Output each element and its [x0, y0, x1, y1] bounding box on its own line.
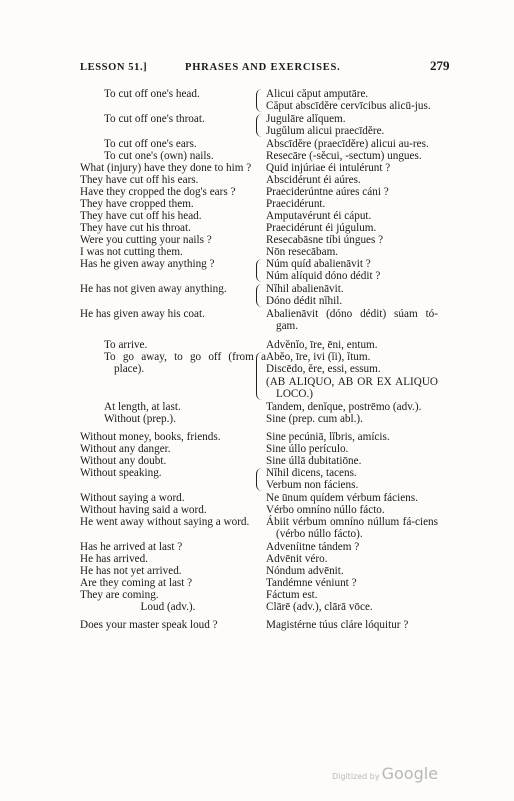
latin-line: Núm quíd abalienāvit ? — [266, 258, 371, 270]
english-phrase: He has not given away anything. — [80, 283, 227, 295]
latin-line: Resecāre (-sĕcui, -sectum) ungues. — [266, 150, 422, 162]
phrase-row — [0, 431, 514, 443]
english-phrase: Without having said a word. — [80, 504, 207, 516]
latin-translation — [266, 541, 438, 553]
latin-translation — [266, 150, 438, 162]
phrase-row — [0, 516, 514, 541]
latin-line: Quid injúriae éi intulérunt ? — [266, 162, 391, 174]
english-phrase: To arrive. — [104, 339, 148, 351]
latin-line: Sine pecúniā, lĭbris, amícis. — [266, 431, 390, 443]
page-title: PHRASES AND EXERCISES. — [185, 62, 341, 73]
latin-translation — [266, 258, 438, 283]
latin-translation — [266, 413, 438, 425]
latin-translation — [266, 431, 438, 443]
phrase-row — [0, 138, 514, 150]
phrase-row — [0, 619, 514, 631]
latin-translation — [266, 186, 438, 198]
latin-line: Abscidérunt éi aúres. — [266, 174, 361, 186]
latin-line: Abscīdĕre (praecīdĕre) alicui au-res. — [266, 138, 429, 150]
latin-line: Dóno dédit nĭhil. — [266, 295, 343, 308]
phrase-row — [0, 198, 514, 210]
phrase-row — [0, 351, 514, 401]
brace-mark — [256, 89, 265, 112]
digitized-watermark — [332, 764, 439, 783]
phrase-row — [0, 589, 514, 601]
english-phrase: They have cropped them. — [80, 198, 194, 210]
english-phrase: Without saying a word. — [80, 492, 185, 504]
latin-line: Tandem, denĭque, postrēmo (adv.). — [266, 401, 422, 413]
latin-line: Alicui căput amputāre. — [266, 88, 369, 100]
latin-line: Tandémne véniunt ? — [266, 577, 357, 589]
latin-translation — [266, 443, 438, 455]
latin-translation — [266, 162, 438, 174]
phrase-row — [0, 577, 514, 589]
latin-line: Clārē (adv.), clārā vōce. — [266, 601, 373, 613]
latin-translation — [266, 210, 438, 222]
english-phrase: To cut off one's head. — [104, 88, 200, 100]
english-phrase: He has not yet arrived. — [80, 565, 182, 577]
watermark-prefix: Digitized by — [332, 772, 380, 781]
english-phrase: I was not cutting them. — [80, 246, 183, 258]
latin-translation — [266, 339, 438, 351]
latin-line: Sine úllo perículo. — [266, 443, 349, 455]
latin-translation — [266, 308, 438, 333]
english-phrase: Have they cropped the dog's ears ? — [80, 186, 236, 198]
latin-translation — [266, 401, 438, 413]
english-phrase: Loud (adv.). — [140, 601, 196, 613]
latin-translation — [266, 589, 438, 601]
latin-line: Nĭhil abalienāvit. — [266, 283, 344, 295]
latin-line: Advĕnĭo, īre, ēni, entum. — [266, 339, 378, 351]
page-number: 279 — [430, 58, 450, 73]
phrase-row — [0, 308, 514, 333]
latin-line: Fáctum est. — [266, 589, 318, 601]
english-phrase: Has he arrived at last ? — [80, 541, 183, 553]
english-phrase: To cut one's (own) nails. — [104, 150, 214, 162]
phrase-row — [0, 186, 514, 198]
phrase-row — [0, 88, 514, 113]
phrase-row — [0, 492, 514, 504]
english-phrase: He has arrived. — [80, 553, 149, 565]
latin-line: Verbum non fáciens. — [266, 479, 359, 492]
brace-mark — [256, 284, 265, 307]
latin-line: Adveníitne tándem ? — [266, 541, 360, 553]
latin-line: Magistérne túus cláre lóquitur ? — [266, 619, 409, 631]
phrase-row — [0, 234, 514, 246]
english-phrase: They have cut his throat. — [80, 222, 191, 234]
latin-translation — [266, 516, 438, 541]
latin-line: Núm alíquid dóno dédit ? — [266, 270, 381, 283]
latin-translation — [266, 234, 438, 246]
english-phrase: They have cut off his ears. — [80, 174, 199, 186]
english-phrase: To go away, to go off (from a place). — [104, 351, 266, 376]
latin-line: Nōn resecābam. — [266, 246, 339, 258]
latin-translation — [266, 246, 438, 258]
english-phrase: Has he given away anything ? — [80, 258, 215, 270]
latin-translation — [266, 467, 438, 492]
latin-line: Amputavérunt éi cáput. — [266, 210, 372, 222]
brace-mark — [256, 259, 265, 282]
latin-line: Ne ūnum quídem vérbum fáciens. — [266, 492, 418, 504]
latin-line: Discēdo, ĕre, essi, essum. — [266, 363, 381, 376]
latin-line: Advēnit véro. — [266, 553, 328, 565]
phrase-row — [0, 413, 514, 425]
latin-translation — [266, 619, 438, 631]
latin-line: Praecidérunt. — [266, 198, 326, 210]
latin-line: Praeciderúntne aúres cáni ? — [266, 186, 389, 198]
latin-translation — [266, 174, 438, 186]
latin-translation — [266, 113, 438, 138]
latin-translation — [266, 553, 438, 565]
latin-line: Resecabāsne tíbi úngues ? — [266, 234, 384, 246]
phrase-row — [0, 401, 514, 413]
phrase-row — [0, 246, 514, 258]
latin-translation — [266, 283, 438, 308]
english-phrase: What (injury) have they done to him ? — [80, 162, 252, 174]
phrase-row — [0, 565, 514, 577]
phrase-table — [0, 88, 514, 631]
latin-line: Ábiit vérbum omníno núllum fá-ciens (vérbo núllo fácto). — [266, 516, 438, 541]
lesson-number: LESSON 51.] — [80, 62, 148, 73]
phrase-row — [0, 443, 514, 455]
running-header — [0, 60, 514, 76]
phrase-row — [0, 150, 514, 162]
latin-translation — [266, 601, 438, 613]
phrase-row — [0, 258, 514, 283]
english-phrase: Does your master speak loud ? — [80, 619, 218, 631]
english-phrase: He went away without saying a word. — [80, 516, 250, 528]
latin-translation — [266, 577, 438, 589]
english-phrase: Without any doubt. — [80, 455, 167, 467]
latin-line: Abĕo, īre, ivi (ĭi), ĭtum. — [266, 351, 371, 363]
english-phrase: Were you cutting your nails ? — [80, 234, 212, 246]
english-phrase: Without speaking. — [80, 467, 162, 479]
brace-mark — [256, 114, 265, 137]
latin-line: Sine (prep. cum abl.). — [266, 413, 363, 425]
latin-line: Praecidérunt éi júgulum. — [266, 222, 377, 234]
phrase-row — [0, 504, 514, 516]
latin-translation — [266, 351, 438, 401]
english-phrase: To cut off one's throat. — [104, 113, 205, 125]
phrase-row — [0, 541, 514, 553]
phrase-row — [0, 222, 514, 234]
latin-translation — [266, 504, 438, 516]
phrase-row — [0, 113, 514, 138]
english-phrase: At length, at last. — [104, 401, 181, 413]
latin-line: Jugŭlum alicui praecīdĕre. — [266, 125, 385, 138]
latin-line: Jugulāre alĭquem. — [266, 113, 346, 125]
latin-line: Vérbo omníno núllo fácto. — [266, 504, 385, 516]
phrase-row — [0, 283, 514, 308]
phrase-row — [0, 467, 514, 492]
english-phrase: They have cut off his head. — [80, 210, 202, 222]
phrase-row — [0, 455, 514, 467]
latin-translation — [266, 222, 438, 234]
english-phrase: He has given away his coat. — [80, 308, 205, 320]
phrase-row — [0, 174, 514, 186]
latin-translation — [266, 198, 438, 210]
latin-line: Abalienāvit (dóno dédit) súam tó-gam. — [266, 308, 438, 333]
phrase-row — [0, 339, 514, 351]
brace-mark — [256, 352, 265, 400]
latin-line: Nóndum advēnit. — [266, 565, 344, 577]
english-phrase: To cut off one's ears. — [104, 138, 197, 150]
phrase-row — [0, 210, 514, 222]
phrase-row — [0, 601, 514, 613]
english-phrase: Without any danger. — [80, 443, 171, 455]
english-phrase: Without money, books, friends. — [80, 431, 221, 443]
english-phrase: They are coming. — [80, 589, 159, 601]
brace-mark — [256, 468, 265, 491]
latin-translation — [266, 88, 438, 113]
latin-translation — [266, 138, 438, 150]
latin-line: Nĭhil dicens, tacens. — [266, 467, 357, 479]
english-phrase: Without (prep.). — [104, 413, 176, 425]
latin-translation — [266, 455, 438, 467]
phrase-row — [0, 553, 514, 565]
latin-translation — [266, 565, 438, 577]
latin-line: Căput abscīdĕre cervīcibus alicū-jus. — [266, 100, 431, 113]
latin-line: Sine úllā dubitatiōne. — [266, 455, 362, 467]
phrase-row — [0, 162, 514, 174]
watermark-brand: Google — [381, 764, 439, 783]
latin-line: (AB ALIQUO, AB OR EX ALIQUO LOCO.) — [266, 375, 438, 401]
english-phrase: Are they coming at last ? — [80, 577, 193, 589]
latin-translation — [266, 492, 438, 504]
